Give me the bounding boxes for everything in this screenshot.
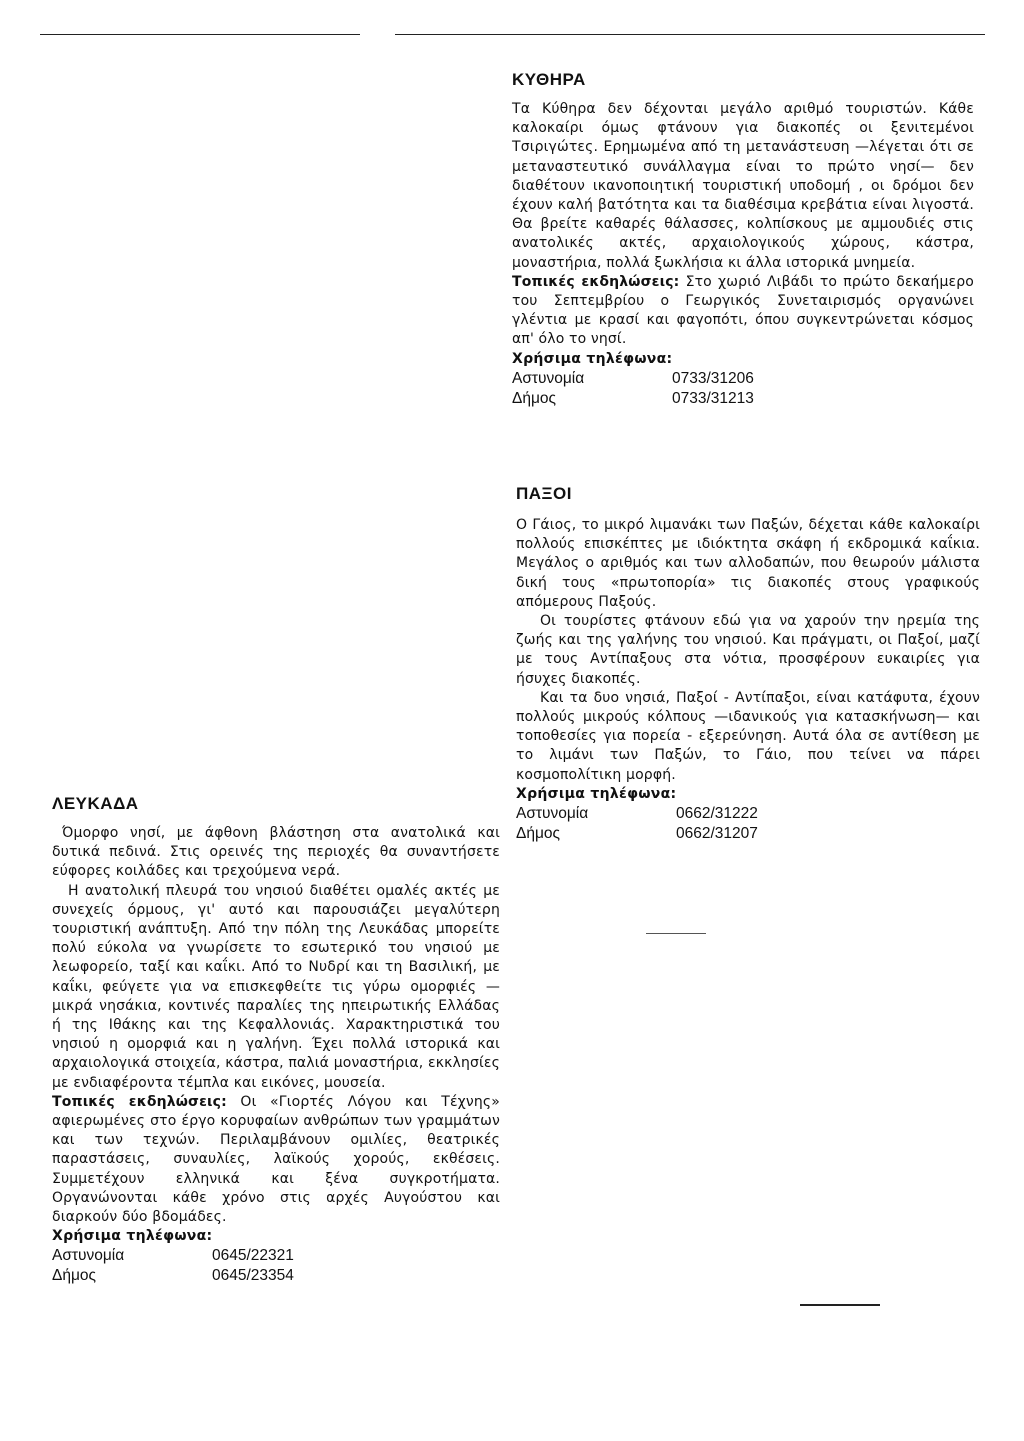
paxoi-title: ΠΑΞΟΙ bbox=[516, 484, 572, 503]
phone-name: Δήμος bbox=[512, 389, 556, 407]
paxoi-paragraph-1: Ο Γάιος, το μικρό λιμανάκι των Παξών, δέχεται κάθε καλοκαίρι πολλούς επισκέπτες με ιδιόκτητα σκάφη ή εκδρομικά καΐκια. Μεγάλος ο αριθμός και των αλλοδαπών, που θεωρούν μάλιστα δική τους «πρωτοπορία» τις διακοπές στους γραφικούς απόμερους Παξούς. bbox=[516, 517, 980, 610]
phone-row bbox=[512, 389, 974, 409]
kythira-phones-label: Χρήσιμα τηλέφωνα: bbox=[512, 350, 673, 367]
lefkada-title: ΛΕΥΚΑΔΑ bbox=[52, 794, 139, 813]
phone-row bbox=[512, 369, 974, 389]
top-rule-left bbox=[40, 34, 360, 35]
paxoi-section bbox=[516, 484, 980, 844]
phone-number: 0733/31206 bbox=[672, 369, 754, 387]
phone-number: 0645/22321 bbox=[212, 1247, 294, 1265]
paxoi-paragraph-3: Και τα δυο νησιά, Παξοί - Αντίπαξοι, είναι κατάφυτα, έχουν πολλούς μικρούς κόλπους —ιδανικούς για κατασκήνωση— και τοποθεσίες για πορεία - εξερεύνηση. Αυτά όλα σε αντίθεση με το λιμάνι των Παξών, το Γάιο, που τείνει να πάρει κοσμοπολίτικη μορφή. bbox=[516, 689, 980, 783]
phone-name: Δήμος bbox=[52, 1267, 96, 1285]
lefkada-section bbox=[52, 794, 500, 1286]
kythira-events-text: Στο χωριό Λιβάδι το πρώτο δεκαήμερο του Σεπτεμβρίου ο Γεωργικός Συνεταιρισμός οργανώνει γλέντια με κρασί και φαγοπότι, όπου συγκεντρώνεται κόσμος απ' όλο το νησί. bbox=[512, 273, 974, 348]
lefkada-phones bbox=[52, 1246, 500, 1286]
top-rule-right bbox=[395, 34, 985, 35]
lefkada-events-text: Οι «Γιορτές Λόγου και Τέχνης» αφιερωμένες στο έργο κορυφαίων ανθρώπων των γραμμάτων και των τεχνών. Περιλαμβάνουν ομιλίες, θεατρικές παραστάσεις, συναυλίες, λαϊκούς χορούς, εκθέσεις. Συμμετέχουν ελληνικά και ξένα συγκροτήματα. Οργανώνονται κάθε χρόνο στις αρχές Αυγούστου και διαρκούν δύο βδομάδες. bbox=[52, 1093, 500, 1226]
lefkada-events bbox=[52, 1093, 500, 1227]
kythira-phones bbox=[512, 369, 974, 409]
paxoi-paragraph-2: Οι τουρίστες φτάνουν εδώ για να χαρούν την ηρεμία της ζωής και της γαλήνης του νησιού. Και πράγματι, οι Παξοί, μαζί με τους Αντίπαξους στα νότια, προσφέρουν ευκαιρίες για ήσυχες διακοπές. bbox=[516, 613, 980, 687]
phone-name: Αστυνομία bbox=[516, 805, 589, 823]
kythira-title: ΚΥΘΗΡΑ bbox=[512, 70, 586, 89]
phone-number: 0645/23354 bbox=[212, 1267, 294, 1285]
phone-number: 0662/31207 bbox=[676, 825, 758, 843]
phone-row bbox=[52, 1266, 500, 1286]
lefkada-phones-label: Χρήσιμα τηλέφωνα: bbox=[52, 1228, 213, 1245]
phone-name: Αστυνομία bbox=[512, 369, 585, 387]
phone-name: Αστυνομία bbox=[52, 1247, 125, 1265]
paxoi-phones-label: Χρήσιμα τηλέφωνα: bbox=[516, 785, 677, 802]
kythira-events-label: Τοπικές εκδηλώσεις: bbox=[512, 273, 680, 290]
phone-row bbox=[52, 1246, 500, 1266]
phone-name: Δήμος bbox=[516, 825, 560, 843]
kythira-events bbox=[512, 273, 974, 350]
paxoi-phones bbox=[516, 804, 980, 844]
kythira-paragraph: Τα Κύθηρα δεν δέχονται μεγάλο αριθμό τουριστών. Κάθε καλοκαίρι όμως φτάνουν για διακοπές οι ξενιτεμένοι Τσιριγώτες. Ερημωμένα από τη μετανάστευση —λέγεται ότι σε μεταναστευτικό συνάλλαγμα είναι το πρώτο νησί— δεν διαθέτουν ικανοποιητική τουριστική υποδομή , οι δρόμοι δεν έχουν καλή βατότητα και τα διαθέσιμα κρεβάτια είναι λιγοστά. Θα βρείτε καθαρές θάλασσες, κολπίσκους με αμμουδιές στις ανατολικές ακτές, αρχαιολογικούς χώρους, κάστρα, μοναστήρια, πολλά ξωκλήσια κι άλλα ιστορικά μνημεία. bbox=[512, 101, 974, 271]
phone-number: 0733/31213 bbox=[672, 389, 754, 407]
phone-row bbox=[516, 824, 980, 844]
kythira-section bbox=[512, 70, 974, 409]
lefkada-paragraph-2: Η ανατολική πλευρά του νησιού διαθέτει ομαλές ακτές με συνεχείς όρμους, γι' αυτό και παρουσιάζει μεγαλύτερη τουριστική ανάπτυξη. Από την πόλη της Λευκάδας μπορείτε πολύ εύκολα να γνωρίσετε το εσωτερικό του νησιού με λεωφορείο, ταξί και καΐκι. Από το Νυδρί και τη Βασιλική, με καΐκι, φεύγετε για να επισκεφθείτε τις γύρω ομορφιές — μικρά νησάκια, κοντινές παραλίες της ηπειρωτικής Ελλάδας ή της Ιθάκης και της Κεφαλλονιάς. Χαρακτηριστικά του νησιού η ομορφιά και η γαλήνη. Έχει πολλά ιστορικά και αρχαιολογικά στοιχεία, κάστρα, παλιά μοναστήρια, εκκλησίες με ενδιαφέροντα τέμπλα και εικόνες, μουσεία. bbox=[52, 882, 500, 1091]
phone-row bbox=[516, 804, 980, 824]
lefkada-paragraph-1: Όμορφο νησί, με άφθονη βλάστηση στα ανατολικά και δυτικά πεδινά. Στις ορεινές της περιοχές θα συναντήσετε εύφορες κοιλάδες και τρεχούμενα νερά. bbox=[52, 825, 500, 880]
bottom-right-mark bbox=[800, 1304, 880, 1306]
paxoi-divider bbox=[646, 933, 706, 934]
phone-number: 0662/31222 bbox=[676, 805, 758, 823]
lefkada-events-label: Τοπικές εκδηλώσεις: bbox=[52, 1093, 227, 1110]
